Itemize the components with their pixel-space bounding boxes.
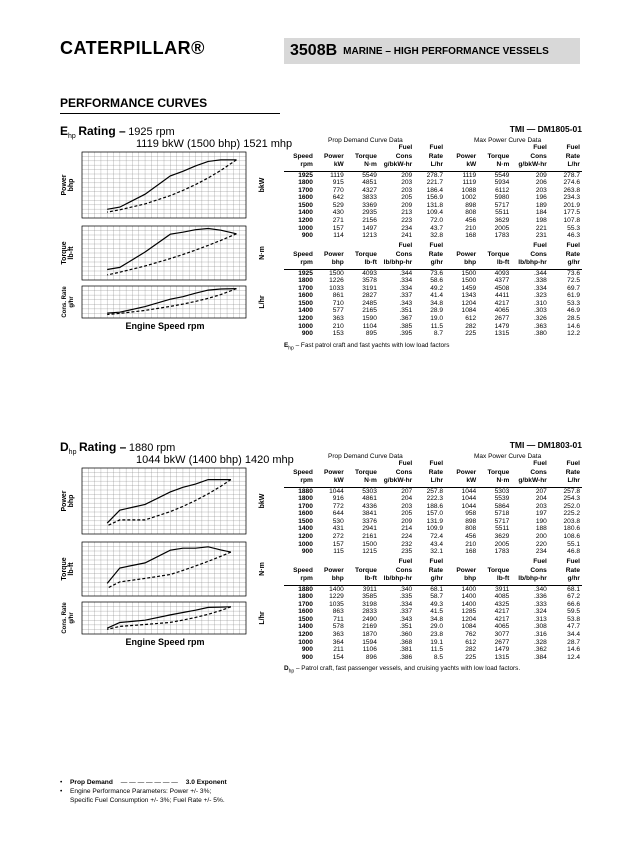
model-description: MARINE – HIGH PERFORMANCE VESSELS (343, 45, 549, 57)
column-header: Torque lb-ft (355, 566, 377, 582)
column-header: Fuel Cons g/bkW-hr (518, 144, 547, 168)
axis-label-power: Power (61, 490, 68, 512)
model-number: 3508B (290, 42, 338, 59)
table-row: 1925 1119 5549 209 278.7 1119 5549 209 278.7 (298, 171, 580, 179)
note-parameters: • Engine Performance Parameters: Power +/- 3%; (60, 788, 212, 795)
axis-label-cons: Cons. Rate (62, 602, 68, 634)
section-divider (60, 113, 280, 114)
rating-sub: hp (68, 132, 76, 140)
rating-power-text: 1119 bkW (1500 bhp) 1521 mhp (136, 138, 293, 150)
table-row: 1800 916 4861 204 222.3 1044 5539 204 254.3 (298, 495, 580, 503)
column-header: Torque lb-ft (487, 250, 510, 266)
table-row: 1800 1226 3578 .334 58.6 1500 4377 .338 72.5 (298, 277, 580, 285)
tmi-reference: TMI — DM1805-01 (509, 124, 582, 134)
max-torque-curve (107, 229, 236, 270)
column-header: Fuel Cons lb/bhp-hr (383, 242, 413, 266)
column-header: Power bhp (456, 250, 477, 266)
chart-svg (60, 466, 272, 648)
column-header: Power kW (323, 152, 344, 168)
column-header: Power kW (456, 468, 477, 484)
table-row: 900 114 1213 241 32.8 168 1783 231 46.3 (301, 232, 580, 240)
performance-table (284, 242, 582, 338)
table-row: 900 153 895 .395 8.7 225 1315 .380 12.2 (301, 330, 580, 338)
rating-letter: D (60, 440, 69, 454)
rating-power-text: 1044 bkW (1400 bhp) 1420 mhp (136, 454, 294, 466)
table-row: 1500 529 3369 209 131.8 898 5717 189 201.9 (298, 201, 580, 209)
table-row: 1500 710 2485 .343 34.8 1204 4217 .310 53.3 (298, 299, 580, 307)
table-row: 1600 861 2827 .337 41.4 1343 4411 .323 61.9 (298, 292, 580, 300)
axis-label-torque-unit: lb-ft (68, 562, 75, 576)
page-header (60, 38, 580, 64)
axis-label-cons-right: L/hr (259, 295, 266, 309)
table-row: 1000 210 1104 .385 11.5 282 1479 .363 14.6 (298, 322, 580, 330)
performance-table (284, 460, 582, 556)
column-header: Torque N·m (487, 152, 510, 168)
column-header: Fuel Cons g/bkW-hr (518, 460, 547, 484)
table-row: 1800 915 4851 203 221.7 1119 5934 206 274.6 (298, 179, 580, 187)
column-header: Torque lb-ft (355, 250, 377, 266)
rating-word: Rating – (78, 124, 126, 138)
chart-svg (60, 150, 272, 332)
axis-label-power-right: bkW (259, 177, 266, 193)
model-banner (284, 38, 580, 64)
performance-tables-d (284, 440, 582, 740)
column-header: Power bhp (456, 566, 477, 582)
max-power-curve (107, 160, 236, 210)
axis-label-cons-unit: g/hr (69, 296, 75, 308)
axis-label-power: Power (61, 174, 68, 196)
axis-label-cons-right: L/hr (259, 611, 266, 625)
table-row: 1600 644 3841 205 157.0 958 5718 197 225.2 (298, 510, 580, 518)
performance-chart-d (60, 466, 272, 648)
rating-footnote: $E_{hp}$ – Fast patrol craft and fast yachts with low load factors (284, 342, 450, 352)
table-row: 1880 1400 3911 .340 68.1 1400 3911 .340 68.1 (298, 585, 580, 593)
table-row: 1500 711 2490 .343 34.8 1204 4217 .313 53.8 (298, 615, 580, 623)
axis-label-power-unit: bhp (68, 178, 75, 192)
column-header: Fuel Cons lb/bhp-hr (518, 558, 547, 582)
table-row: 1700 1033 3191 .334 49.2 1459 4508 .334 69.7 (298, 284, 580, 292)
rating-rpm: 1925 rpm (128, 126, 175, 138)
prop-demand-heading: Prop Demand Curve Data (328, 137, 403, 144)
table-row: 900 115 1215 235 32.1 168 1783 234 46.8 (301, 548, 580, 556)
max-power-curve (107, 480, 231, 523)
axis-label-power-right: bkW (259, 493, 266, 509)
column-header: Torque N·m (487, 468, 510, 484)
table-row: 1400 577 2165 .351 28.9 1084 4065 .303 46.9 (298, 307, 580, 315)
table-row: 1200 363 1590 .367 19.0 612 2677 .326 28.5 (298, 315, 580, 323)
column-header: Fuel Rate g/hr (565, 558, 580, 582)
table-row: 1000 364 1594 .368 19.1 612 2677 .328 28.7 (298, 638, 580, 646)
column-header: Power bhp (323, 566, 344, 582)
column-header: Fuel Rate L/hr (428, 460, 444, 484)
max-power-heading: Max Power Curve Data (474, 137, 542, 144)
table-row: 1200 271 2156 223 72.0 456 3629 198 107.8 (298, 217, 580, 225)
axis-label-cons: Cons. Rate (62, 286, 68, 318)
table-row: 1700 772 4336 203 188.6 1044 5864 203 252.0 (298, 502, 580, 510)
axis-label-cons-unit: g/hr (69, 612, 75, 624)
table-row: 1400 578 2169 .351 29.0 1084 4065 .308 47.7 (298, 623, 580, 631)
column-header: Fuel Cons lb/bhp-hr (383, 558, 413, 582)
axis-label-power-unit: bhp (68, 494, 75, 508)
prop-torque-curve (107, 552, 231, 588)
table-row: 1880 1044 5303 207 257.8 1044 5303 207 257.8 (298, 487, 580, 495)
column-header: Fuel Rate L/hr (565, 144, 580, 168)
section-title: PERFORMANCE CURVES (60, 96, 208, 110)
column-header: Fuel Cons g/bkW-hr (383, 460, 413, 484)
prop-fuel-curve (107, 607, 231, 630)
column-header: Speed rpm (293, 468, 313, 484)
table-row: 1800 1229 3585 .335 58.7 1400 4085 .336 67.2 (298, 593, 580, 601)
table-row: 1400 430 2935 213 109.4 808 5511 184 177.5 (298, 209, 580, 217)
column-header: Fuel Rate g/hr (428, 242, 444, 266)
bottom-notes (60, 778, 227, 805)
rating-rpm: 1880 rpm (128, 442, 176, 454)
axis-label-torque-right: N·m (259, 246, 266, 260)
table-row: 1200 363 1870 .360 23.8 762 3077 .316 34.4 (298, 631, 580, 639)
column-header: Torque N·m (355, 468, 377, 484)
prop-torque-curve (107, 234, 236, 275)
rating-letter: E (60, 124, 69, 138)
table-row: 1700 770 4327 203 186.4 1088 6112 203 263.8 (298, 186, 580, 194)
column-header: Speed rpm (293, 152, 313, 168)
column-header: Fuel Cons lb/bhp-hr (518, 242, 547, 266)
column-header: Fuel Rate L/hr (428, 144, 444, 168)
column-header: Speed rpm (293, 566, 313, 582)
max-fuel-curve (107, 289, 236, 314)
performance-table (284, 558, 582, 661)
rating-footnote: $D_{hp}$ – Patrol craft, fast passenger vessels, and cruising yachts with low load factors. (284, 665, 521, 675)
axis-label-torque-unit: lb-ft (68, 246, 75, 260)
table-row: 1000 157 1497 234 43.7 210 2005 221 55.3 (298, 224, 580, 232)
column-header: Fuel Rate L/hr (565, 460, 580, 484)
axis-label-torque: Torque (61, 557, 68, 581)
tmi-reference: TMI — DM1803-01 (509, 440, 582, 450)
table-row: 1600 642 3833 205 156.9 1002 5980 196 234.3 (298, 194, 580, 202)
table-row: 1600 863 2833 .337 41.5 1285 4217 .324 59.5 (298, 608, 580, 616)
table-row: 1500 530 3376 209 131.9 898 5717 190 203.8 (298, 517, 580, 525)
note-parameters-2: Specific Fuel Consumption +/- 3%; Fuel Rate +/- 5%. (70, 797, 225, 804)
column-header: Fuel Rate g/hr (428, 558, 444, 582)
table-row: 1925 1500 4093 .344 73.6 1500 4093 .344 73.6 (298, 269, 580, 277)
max-power-heading: Max Power Curve Data (474, 453, 542, 460)
column-header: Speed rpm (293, 250, 313, 266)
column-header: Torque lb-ft (487, 566, 510, 582)
prop-power-curve (107, 480, 231, 526)
axis-label-torque-right: N·m (259, 562, 266, 576)
table-row: 1200 272 2161 224 72.4 456 3629 200 108.6 (298, 533, 580, 541)
rating-word: Rating – (78, 440, 127, 454)
table-row: 900 211 1106 .381 11.5 282 1479 .362 14.6 (301, 646, 580, 654)
performance-chart-e (60, 150, 272, 332)
column-header: Power bhp (323, 250, 344, 266)
note-prop-demand: • Prop Demand — — — — — — — 3.0 Exponent (60, 779, 227, 786)
performance-table (284, 144, 582, 240)
table-row: 1700 1035 3198 .334 49.3 1400 4325 .333 66.6 (298, 600, 580, 608)
axis-label-torque: Torque (61, 241, 68, 265)
performance-tables-e (284, 124, 582, 394)
x-axis-label: Engine Speed rpm (125, 321, 205, 331)
column-header: Power kW (456, 152, 477, 168)
table-row: 1400 431 2941 214 109.9 808 5511 188 180.6 (298, 525, 580, 533)
column-header: Fuel Cons g/bkW-hr (383, 144, 413, 168)
prop-demand-heading: Prop Demand Curve Data (328, 453, 403, 460)
table-row: 1000 157 1500 232 43.4 210 2005 220 55.1 (298, 540, 580, 548)
column-header: Torque N·m (355, 152, 377, 168)
table-row: 900 154 896 .386 8.5 225 1315 .384 12.4 (301, 653, 580, 661)
rating-sub: hp (68, 448, 77, 456)
caterpillar-logo: CATERPILLAR® (60, 38, 205, 58)
x-axis-label: Engine Speed rpm (125, 637, 205, 647)
column-header: Power kW (323, 468, 344, 484)
column-header: Fuel Rate g/hr (565, 242, 580, 266)
